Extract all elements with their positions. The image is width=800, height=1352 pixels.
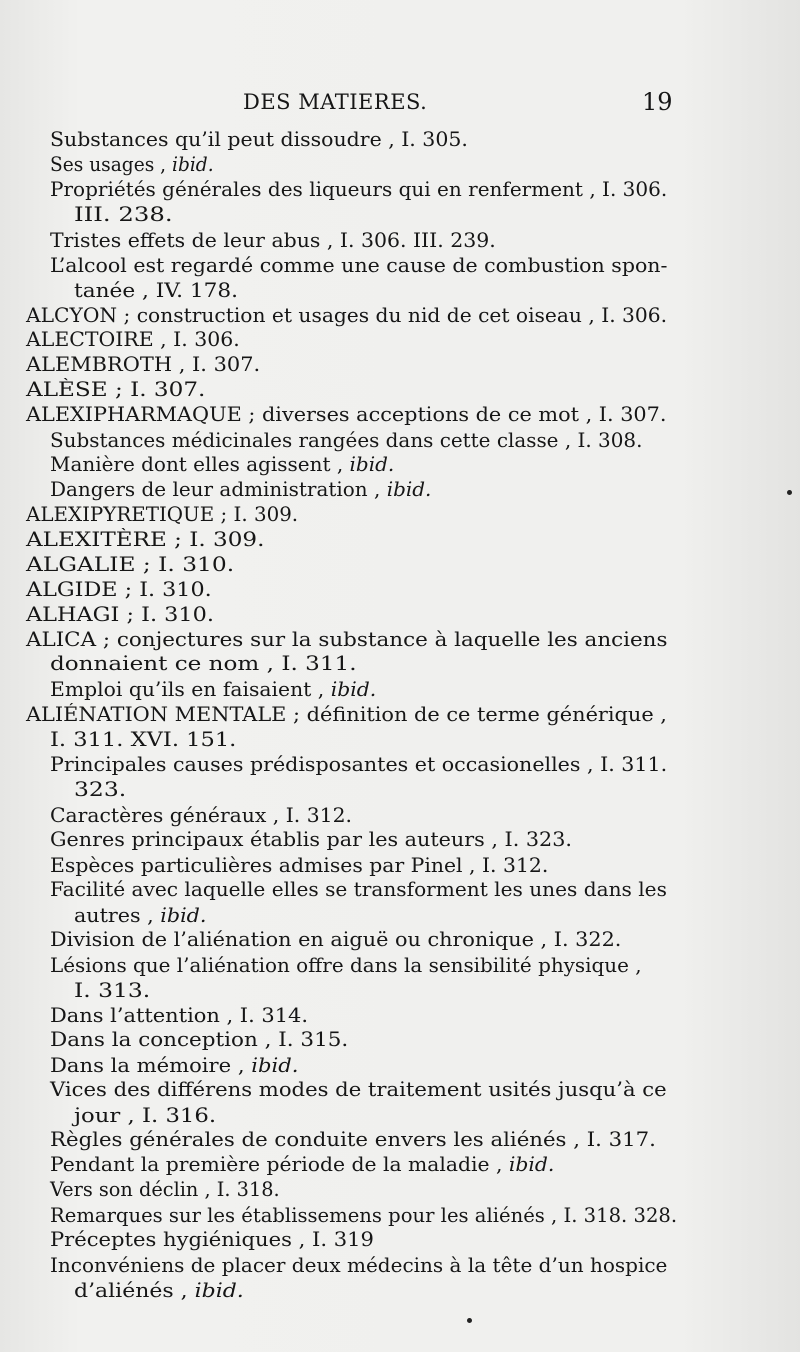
index-line-text: Préceptes hygiéniques , I. 319 [50,1228,374,1251]
index-line-text: Dans la conception , I. 315. [50,1028,349,1051]
ibid-reference: ibid. [330,678,377,701]
index-line [50,878,667,902]
ibid-reference: ibid. [194,1279,244,1302]
index-line [74,203,173,227]
ibid-reference: ibid. [251,1054,299,1077]
index-line [50,1254,667,1278]
index-line [50,254,667,278]
index-line-text: Propriétés générales des liqueurs qui en renferment , I. 306. [50,178,668,201]
index-line-text: d’aliénés , [74,1279,195,1302]
index-line-text: Division de l’aliénation en aiguë ou chronique , I. 322. [50,928,622,951]
index-line [50,1004,308,1028]
index-line-text: I. 313. [74,979,151,1002]
index-line [50,854,548,878]
ibid-reference: ibid. [349,453,395,476]
index-line [26,403,666,427]
index-line-text: Règles générales de conduite envers les aliénés , I. 317. [50,1128,656,1151]
index-line [26,603,214,627]
index-line-text: ALECTOIRE , I. 306. [26,328,240,351]
index-line [26,378,205,402]
index-line [50,652,357,676]
index-line [26,528,264,552]
index-line [26,353,260,377]
page-header [0,86,800,122]
index-line [50,478,431,502]
index-line [26,703,667,727]
index-line-text: 323. [74,778,127,801]
index-line [50,828,572,852]
index-line-text: ALEMBROTH , I. 307. [26,353,261,376]
index-line-text: Manière dont elles agissent , [50,453,350,476]
index-line-text: Inconvéniens de placer deux médecins à la tête d’un hospice [50,1254,668,1277]
index-line [50,1054,298,1078]
index-line-text: Dangers de leur administration , [50,478,387,501]
index-line-text: ALGALIE ; I. 310. [26,553,235,576]
index-line [50,804,352,828]
index-line-text: Vices des différens modes de traitement usités jusqu’à ce [50,1078,667,1101]
index-line-text: ALÈSE ; I. 307. [26,378,206,401]
index-line [26,328,240,352]
index-line [50,153,214,177]
index-line [50,178,667,202]
index-line-text: Remarques sur les établissemens pour les aliénés , I. 318. 328. [50,1204,678,1227]
index-line-text: autres , [74,904,161,927]
index-line-text: Pendant la première période de la maladie , [50,1153,509,1176]
index-line-text: Ses usages , [50,153,173,176]
index-line-text: III. 238. [74,203,173,226]
index-line-text: Facilité avec laquelle elles se transforment les unes dans les [50,878,667,901]
index-line-text: Principales causes prédisposantes et occasionelles , I. 311. [50,753,668,776]
index-line [50,954,642,978]
index-line [50,753,667,777]
index-line-text: Genres principaux établis par les auteurs , I. 323. [50,828,572,851]
index-line-text: Substances qu’il peut dissoudre , I. 305. [50,128,468,151]
index-line-text: ALHAGI ; I. 310. [26,603,214,626]
index-line [50,678,376,702]
index-line [26,553,234,577]
index-line-text: ALGIDE ; I. 310. [26,578,212,601]
index-line-text: I. 311. XVI. 151. [50,728,237,751]
index-line-text: Dans la mémoire , [50,1054,252,1077]
index-line-text: ALEXITÈRE ; I. 309. [26,528,265,551]
ibid-reference: ibid. [172,153,214,176]
index-line [50,728,236,752]
index-line [50,1153,554,1177]
index-line [50,1028,348,1052]
index-line-text: Vers son déclin , I. 318. [50,1178,280,1201]
index-line [50,1204,677,1228]
index-line-text: L’alcool est regardé comme une cause de combustion spon- [50,254,668,277]
index-line-text: ALIÉNATION MENTALE ; définition de ce terme générique , [26,703,667,726]
index-line [50,128,468,152]
index-line [74,279,238,303]
index-line [50,453,394,477]
ibid-reference: ibid. [386,478,432,501]
index-line-text: ALEXIPHARMAQUE ; diverses acceptions de ce mot , I. 307. [26,403,667,426]
running-head: DES MATIERES. [243,90,428,114]
index-line [74,778,126,802]
index-line-text: Emploi qu’ils en faisaient , [50,678,331,701]
index-line-text: ALEXIPYRETIQUE ; I. 309. [26,503,299,526]
index-line-text: Caractères généraux , I. 312. [50,804,352,827]
index-line [74,904,206,928]
index-line [74,979,150,1003]
index-line [50,1228,374,1252]
index-line-text: ALICA ; conjectures sur la substance à laquelle les anciens [26,628,668,651]
index-line-text: Espèces particulières admises par Pinel , I. 312. [50,854,549,877]
index-line [26,628,667,652]
ibid-reference: ibid. [160,904,207,927]
ink-speck [787,490,792,495]
index-line [50,928,621,952]
index-line-text: jour , I. 316. [74,1104,217,1127]
index-line-text: Tristes effets de leur abus , I. 306. III. 239. [50,229,496,252]
index-line [50,1128,656,1152]
index-line [74,1279,244,1303]
index-line [50,229,496,253]
index-line [50,429,642,453]
ink-speck [467,1318,472,1323]
index-line [26,503,298,527]
page-number: 19 [642,88,673,116]
index-line [50,1178,280,1202]
index-line-text: Lésions que l’aliénation offre dans la sensibilité physique , [50,954,642,977]
index-line-text: donnaient ce nom , I. 311. [50,652,357,675]
index-line-text: Dans l’attention , I. 314. [50,1004,308,1027]
index-line-text: Substances médicinales rangées dans cette classe , I. 308. [50,429,643,452]
index-line [50,1078,667,1102]
index-line-text: ALCYON ; construction et usages du nid de cet oiseau , I. 306. [26,304,668,327]
index-line [26,304,667,328]
ibid-reference: ibid. [508,1153,555,1176]
index-line-text: tanée , IV. 178. [74,279,239,302]
index-line [26,578,212,602]
index-line [74,1104,216,1128]
